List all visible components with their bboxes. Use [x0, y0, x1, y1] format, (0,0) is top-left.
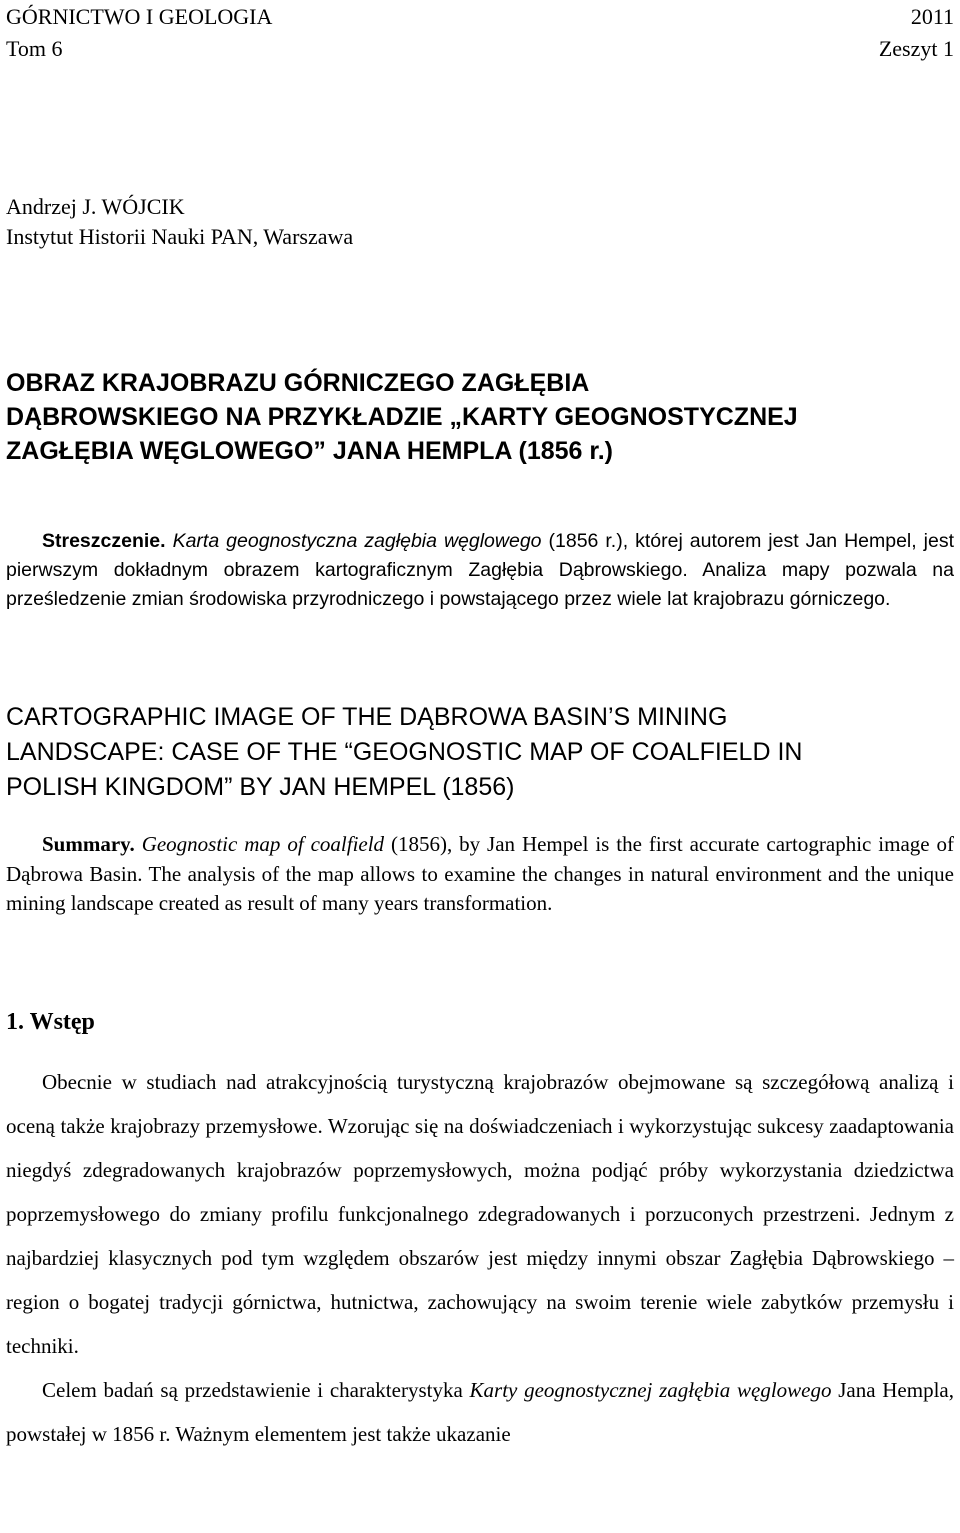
body-paragraph-1: Obecnie w studiach nad atrakcyjnością turystyczną krajobrazów obejmowane są szczegółową analizą i oceną także krajobrazy przemysłowe. Wzorując się na doświadczeniach i wykorzystując sukcesy zaadaptowania niegdyś zdegradowanych krajobrazów poprzemysłowych, można podjąć próby wykorzystania dziedzictwa poprzemysłowego do zmiany profilu funkcjonalnego zdegradowanych i porzuconych przestrzeni. Jednym z najbardziej klasycznych pod tym względem obszarów jest między innymi obszar Zagłębia Dąbrowskiego – region o bogatej tradycji górnictwa, hutnictwa, zachowujący na swoim terenie wiele zabytków przemysłu i techniki. — [6, 1070, 954, 1358]
abstract-polish-label: Streszczenie. — [42, 530, 166, 552]
abstract-polish-text: (1856 r.), której autorem jest Jan Hempel, jest pierwszym dokładnym obrazem kartograficznym Zagłębia Dąbrowskiego. Analiza mapy pozwala na prześledzenie zmian środowiska przyrodniczego i powstającego przez wiele lat krajobrazu górniczego. — [6, 530, 955, 610]
body-paragraph-2-italic: Karty geognostycznej zagłębia węglowego — [469, 1378, 832, 1402]
journal-volume: Tom 6 — [6, 36, 63, 61]
abstract-polish — [6, 527, 954, 614]
body-paragraph-2-end: Jana Hempla, powstałej w 1856 r. Ważnym elementem jest także ukazanie — [6, 1378, 954, 1446]
author-name: Andrzej J. WÓJCIK — [6, 194, 185, 219]
journal-year: 2011 — [910, 4, 954, 29]
abstract-polish-italic: Karta geognostyczna zagłębia węglowego — [172, 530, 542, 552]
title-polish-line1: OBRAZ KRAJOBRAZU GÓRNICZEGO ZAGŁĘBIA — [6, 369, 590, 397]
title-polish-line2: DĄBROWSKIEGO NA PRZYKŁADZIE „KARTY GEOGNOSTYCZNEJ — [6, 403, 798, 431]
journal-issue: Zeszyt 1 — [878, 36, 954, 61]
body-paragraph-2-start: Celem badań są przedstawienie i charakterystyka — [42, 1378, 470, 1402]
body-paragraph-2 — [6, 1368, 954, 1456]
journal-header-row1 — [6, 2, 954, 31]
title-polish-line3: ZAGŁĘBIA WĘGLOWEGO” JANA HEMPLA (1856 r.) — [6, 437, 613, 465]
title-english — [6, 700, 954, 805]
journal-name: GÓRNICTWO I GEOLOGIA — [6, 4, 273, 29]
title-english-line3: POLISH KINGDOM” BY JAN HEMPEL (1856) — [6, 773, 515, 801]
title-english-line2: LANDSCAPE: CASE OF THE “GEOGNOSTIC MAP OF COALFIELD IN — [6, 738, 803, 766]
section-body — [6, 1060, 954, 1456]
abstract-english-label: Summary. — [42, 832, 135, 856]
journal-header-row2 — [6, 34, 954, 63]
title-polish — [6, 366, 954, 468]
abstract-english-text: (1856), by Jan Hempel is the first accurate cartographic image of Dąbrowa Basin. The analysis of the map allows to examine the changes in natural environment and the unique mining landscape created as result of many years transformation. — [6, 832, 954, 915]
author-affiliation: Instytut Historii Nauki PAN, Warszawa — [6, 224, 354, 249]
author-block — [6, 192, 954, 252]
abstract-english-italic: Geognostic map of coalfield — [141, 832, 385, 856]
title-english-line1: CARTOGRAPHIC IMAGE OF THE DĄBROWA BASIN’S MINING — [6, 703, 728, 731]
abstract-english — [6, 830, 954, 919]
section-heading: 1. Wstęp — [6, 1009, 95, 1035]
